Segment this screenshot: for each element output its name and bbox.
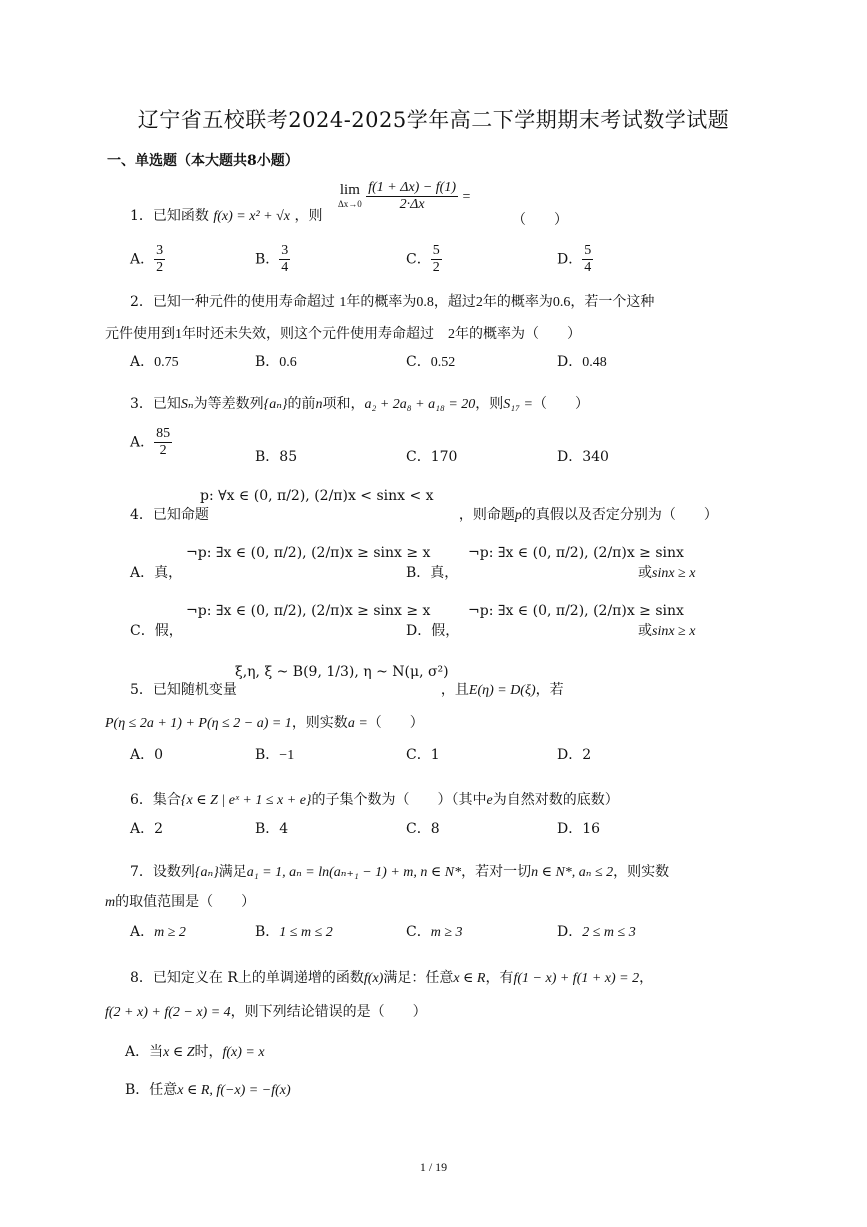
question-1: 1．已知函数 f(x) = x² + √x ，则 [130,208,323,224]
option-b-or: 或sinx ≥ x [638,565,696,581]
option-d: D． $\frac{5}{4}$ [557,243,592,275]
option-a: A．0.75 [130,354,179,370]
option-b: B．85 [255,449,298,465]
option-b: B． $\frac{3}{4}$ [255,243,289,275]
option-a: A．当x ∈ Z时，f(x) = x [125,1044,265,1060]
function-def: f(x) = x² + √x [213,209,291,224]
question-8-line-1: 8．已知定义在 R上的单调递增的函数f(x)满足：任意x ∈ R，有f(1 − x) + f(1 + x) = 2， [130,970,654,986]
option-b-expression: ¬p: ∃x ∈ (0, π/2), (2/π)x ≥ sinx [468,545,684,561]
option-c: C． $\frac{5}{2}$ [406,243,440,275]
limit-expression: lim Δx→0 $\frac{f(1 + \Delta x) - f(1)}{2\cdot\Delta x}$ = [338,180,471,212]
option-d: D．16 [557,821,601,837]
random-variables: ξ,η, ξ ~ B(9, 1/3), η ~ N(μ, σ²) [235,664,449,680]
option-c: C．0.52 [406,354,456,370]
question-2-line-2: 元件使用到1年时还未失效，则这个元件使用寿命超过 2年的概率为（ ） [105,326,581,342]
option-c: C．假， [130,623,183,639]
page-title: 辽宁省五校联考2024-2025学年高二下学期期末考试数学试题 [137,108,730,132]
option-c: C．1 [406,747,440,763]
option-a: A．0 [130,747,164,763]
blank: （ ） [512,212,568,228]
question-4: 4．已知命题 ，则命题p的真假以及否定分别为（ ） [130,507,718,523]
page-number: 1 / 19 [419,1160,448,1174]
option-d: D．340 [557,449,609,465]
option-a-expression: ¬p: ∃x ∈ (0, π/2), (2/π)x ≥ sinx ≥ x [186,545,431,561]
option-b: B．0.6 [255,354,297,370]
option-d-or: 或sinx ≥ x [638,623,696,639]
option-c: C．8 [406,821,440,837]
proposition-p: p: ∀x ∈ (0, π/2), (2/π)x < sinx < x [200,488,434,504]
option-b: B．4 [255,821,289,837]
option-d-expression: ¬p: ∃x ∈ (0, π/2), (2/π)x ≥ sinx [468,603,684,619]
option-d: D．2 [557,747,592,763]
question-7-line-2: m的取值范围是（ ） [105,894,256,910]
option-c: C．m ≥ 3 [406,924,463,940]
question-8-line-2: f(2 + x) + f(2 − x) = 4，则下列结论错误的是（ ） [105,1004,427,1020]
option-d: D．假， [406,623,460,639]
option-c: C．170 [406,449,458,465]
option-a: A．2 [130,821,164,837]
option-b: B．−1 [255,747,295,763]
option-a: A．真， [130,565,183,581]
option-b: B．真， [406,565,459,581]
option-d: D．2 ≤ m ≤ 3 [557,924,636,940]
question-2-line-1: 2．已知一种元件的使用寿命超过 1年的概率为0.8，超过2年的概率为0.6，若一个这种 [130,294,655,310]
option-b: B．1 ≤ m ≤ 2 [255,924,333,940]
question-7-line-1: 7．设数列{aₙ}满足a₁ = 1, aₙ = ln(aₙ₊₁ − 1) + m, n ∈ N*，若对一切n ∈ N*, aₙ ≤ 2，则实数 [130,864,670,880]
section-heading: 一、单选题（本大题共8小题） [107,153,299,169]
option-a: A． $\frac{3}{2}$ [130,243,164,275]
question-5-line-2: P(η ≤ 2a + 1) + P(η ≤ 2 − a) = 1，则实数a =（ ） [105,715,424,731]
option-d: D．0.48 [557,354,607,370]
option-b: B．任意x ∈ R, f(−x) = −f(x) [125,1082,291,1098]
option-a: A． $\frac{85}{2}$ [130,426,171,458]
option-c-expression: ¬p: ∃x ∈ (0, π/2), (2/π)x ≥ sinx ≥ x [186,603,431,619]
question-3: 3．已知Sₙ为等差数列{aₙ}的前n项和，a₂ + 2a₈ + a₁₈ = 20，则S₁₇ =（ ） [130,396,589,412]
question-5-line-1: 5．已知随机变量 ，且E(η) = D(ξ)，若 [130,682,564,698]
option-a: A．m ≥ 2 [130,924,186,940]
question-6: 6．集合{x ∈ Z | eˣ + 1 ≤ x + e}的子集个数为（ ）（其中e为自然对数的底数） [130,792,619,808]
